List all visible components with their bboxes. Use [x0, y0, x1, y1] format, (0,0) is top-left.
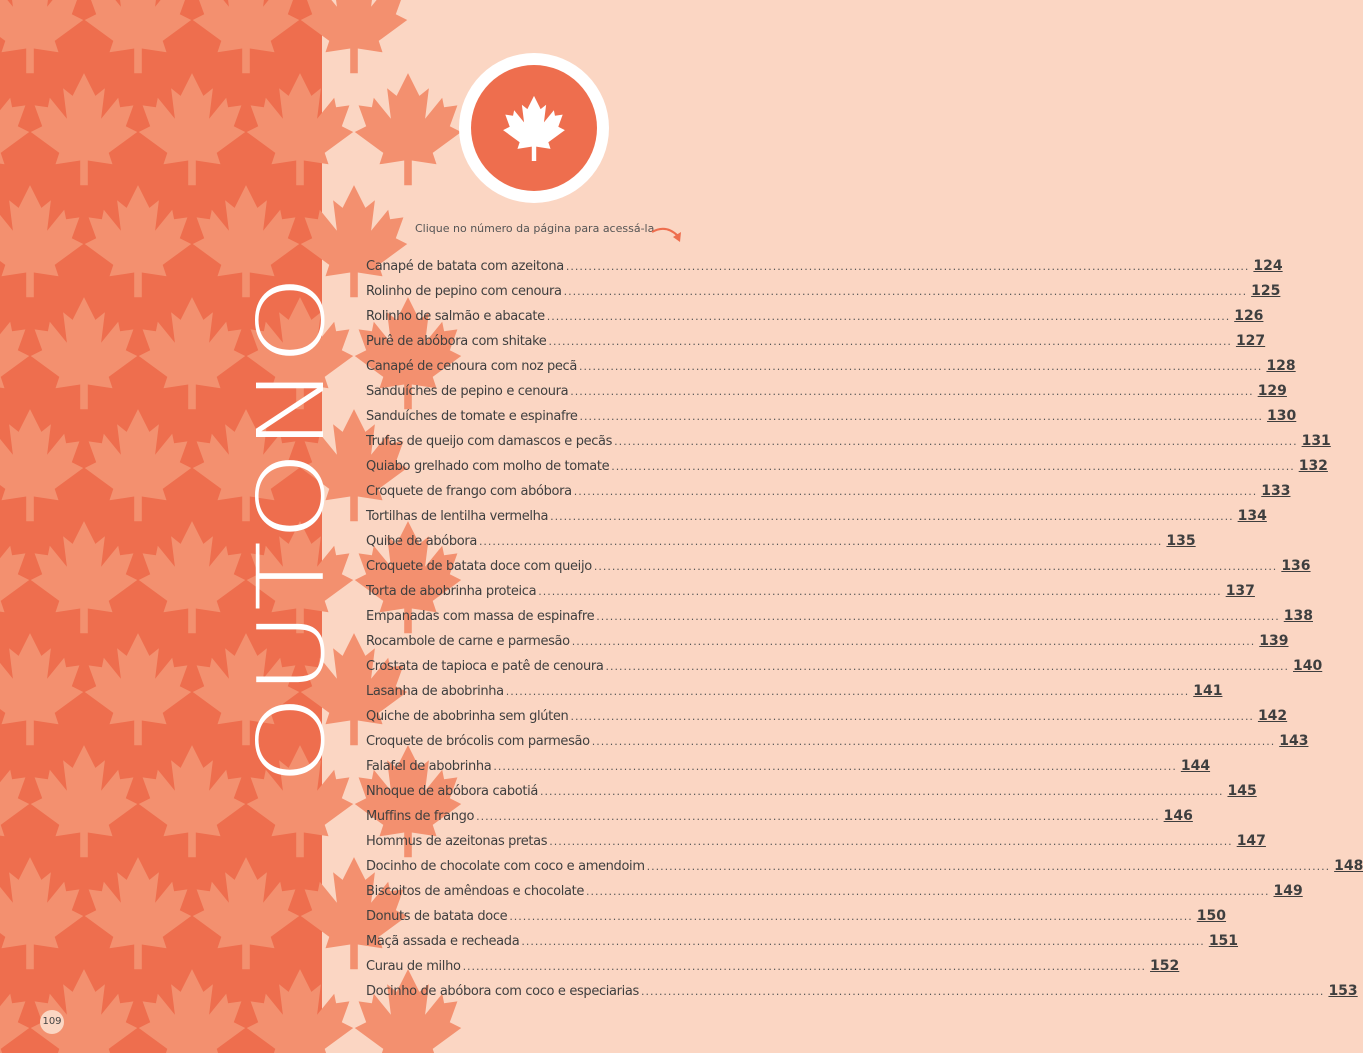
recipe-title: Lasanha de abobrinha — [366, 684, 504, 699]
toc-row — [366, 358, 1296, 383]
page-link[interactable]: 142 — [1257, 708, 1288, 724]
dot-leader — [586, 885, 1269, 898]
left-panel — [0, 0, 345, 1053]
page-link[interactable]: 131 — [1301, 433, 1331, 449]
toc-row — [366, 258, 1283, 283]
toc-row — [366, 383, 1287, 408]
pattern-leaf — [85, 633, 191, 745]
recipe-title: Canapé de cenoura com noz pecã — [366, 359, 577, 374]
pattern-leaf — [139, 521, 245, 633]
pattern-leaf — [301, 0, 407, 73]
page-link[interactable]: 153 — [1328, 983, 1358, 999]
dot-leader — [641, 985, 1324, 998]
toc-row — [366, 333, 1266, 358]
recipe-title: Tortilhas de lentilha vermelha — [366, 509, 549, 524]
dot-leader — [579, 360, 1262, 373]
pattern-leaf — [139, 969, 245, 1053]
dot-leader — [564, 285, 1247, 298]
page-link[interactable]: 140 — [1293, 658, 1323, 674]
recipe-title: Muffins de frango — [366, 809, 475, 824]
page-link[interactable]: 150 — [1196, 908, 1227, 924]
pattern-leaf — [0, 633, 83, 745]
dot-leader — [574, 485, 1257, 498]
dot-leader — [606, 660, 1289, 673]
page-link[interactable]: 145 — [1227, 783, 1257, 799]
recipe-title: Quiche de abobrinha sem glúten — [366, 709, 569, 724]
toc-row — [366, 558, 1311, 583]
dot-leader — [479, 535, 1162, 548]
dot-leader — [592, 735, 1275, 748]
recipe-title: Torta de abobrinha proteica — [366, 584, 537, 599]
recipe-title: Docinho de chocolate com coco e amendoim — [366, 859, 645, 874]
pattern-leaf — [31, 73, 137, 185]
toc-row — [366, 508, 1267, 533]
pattern-leaf — [31, 745, 137, 857]
dot-leader — [594, 560, 1277, 573]
emblem — [459, 53, 609, 203]
page-link[interactable]: 144 — [1180, 758, 1211, 774]
toc-row — [366, 858, 1363, 883]
dot-leader — [549, 835, 1232, 848]
toc-row — [366, 708, 1288, 733]
dot-leader — [493, 760, 1176, 773]
dot-leader — [476, 810, 1159, 823]
page-link[interactable]: 141 — [1193, 683, 1223, 699]
page-link[interactable]: 137 — [1225, 583, 1255, 599]
pattern-leaf — [0, 73, 29, 185]
pattern-leaf — [0, 409, 83, 521]
toc-row — [366, 483, 1291, 508]
maple-leaf-icon — [502, 93, 566, 165]
dot-leader — [550, 510, 1233, 523]
recipe-title: Donuts de batata doce — [366, 909, 508, 924]
recipe-title: Curau de milho — [366, 959, 461, 974]
page-number-badge: 109 — [40, 1010, 64, 1034]
page-link[interactable]: 136 — [1281, 558, 1311, 574]
toc-row — [366, 408, 1297, 433]
page-link[interactable]: 124 — [1253, 258, 1283, 274]
dot-leader — [566, 260, 1249, 273]
toc-row — [366, 608, 1313, 633]
dot-leader — [463, 960, 1146, 973]
dot-leader — [570, 710, 1253, 723]
pattern-leaf — [139, 73, 245, 185]
emblem-inner — [471, 65, 597, 191]
page-link[interactable]: 132 — [1298, 458, 1328, 474]
page-link[interactable]: 125 — [1251, 283, 1281, 299]
recipe-title: Sanduíches de pepino e cenoura — [366, 384, 569, 399]
recipe-title: Croquete de brócolis com parmesão — [366, 734, 590, 749]
recipe-title: Trufas de queijo com damascos e pecãs — [366, 434, 613, 449]
toc-row — [366, 808, 1193, 833]
toc-row — [366, 583, 1255, 608]
page-link[interactable]: 148 — [1334, 858, 1363, 874]
toc-row — [366, 433, 1331, 458]
pattern-leaf — [0, 745, 29, 857]
recipe-title: Croquete de frango com abóbora — [366, 484, 572, 499]
dot-leader — [521, 935, 1204, 948]
page-link[interactable]: 149 — [1273, 883, 1303, 899]
dot-leader — [538, 585, 1221, 598]
pattern-leaf — [139, 297, 245, 409]
recipe-index — [366, 258, 1363, 1008]
recipe-title: Quiabo grelhado com molho de tomate — [366, 459, 610, 474]
page-link[interactable]: 151 — [1208, 933, 1239, 949]
recipe-title: Rolinho de pepino com cenoura — [366, 284, 562, 299]
dot-leader — [647, 860, 1330, 873]
recipe-title: Docinho de abóbora com coco e especiarias — [366, 984, 639, 999]
dot-leader — [580, 410, 1263, 423]
dot-leader — [540, 785, 1223, 798]
recipe-title: Croquete de batata doce com queijo — [366, 559, 592, 574]
dot-leader — [548, 335, 1231, 348]
dot-leader — [570, 385, 1253, 398]
recipe-title: Quibe de abóbora — [366, 534, 477, 549]
pattern-leaf — [0, 0, 83, 73]
recipe-title: Biscoitos de amêndoas e chocolate — [366, 884, 584, 899]
recipe-title: Nhoque de abóbora cabotiá — [366, 784, 538, 799]
pattern-leaf — [0, 521, 29, 633]
toc-row — [366, 633, 1289, 658]
toc-row — [366, 783, 1257, 808]
pattern-leaf — [139, 745, 245, 857]
pattern-leaf — [31, 297, 137, 409]
recipe-title: Maçã assada e recheada — [366, 934, 520, 949]
page-link[interactable]: 127 — [1235, 333, 1266, 349]
dot-leader — [611, 460, 1294, 473]
page-link[interactable]: 133 — [1261, 483, 1291, 499]
pattern-leaf — [193, 857, 299, 969]
dot-leader — [572, 635, 1255, 648]
hint-text: Clique no número da página para acessá-la — [415, 222, 655, 235]
page-link[interactable]: 138 — [1283, 608, 1313, 624]
toc-row — [366, 733, 1309, 758]
toc-row — [366, 883, 1303, 908]
toc-row — [366, 308, 1264, 333]
pattern-leaf — [85, 857, 191, 969]
season-title — [238, 270, 345, 790]
pattern-leaf — [85, 185, 191, 297]
page-link[interactable]: 129 — [1257, 383, 1287, 399]
page-link[interactable]: 130 — [1267, 408, 1297, 424]
pattern-leaf — [0, 857, 83, 969]
page-link[interactable]: 146 — [1163, 808, 1193, 824]
curved-arrow-icon — [650, 224, 686, 246]
page-link[interactable]: 152 — [1150, 958, 1180, 974]
pattern-leaf — [85, 0, 191, 73]
recipe-title: Purê de abóbora com shitake — [366, 334, 547, 349]
toc-row — [366, 983, 1358, 1008]
toc-row — [366, 458, 1328, 483]
pattern-leaf — [31, 521, 137, 633]
recipe-title: Sanduíches de tomate e espinafre — [366, 409, 578, 424]
pattern-leaf — [355, 73, 461, 185]
page-link[interactable]: 147 — [1236, 833, 1266, 849]
toc-row — [366, 933, 1239, 958]
page-link[interactable]: 128 — [1266, 358, 1296, 374]
toc-row — [366, 683, 1223, 708]
page-link[interactable]: 139 — [1259, 633, 1289, 649]
recipe-title: Canapé de batata com azeitona — [366, 259, 564, 274]
pattern-leaf — [0, 297, 29, 409]
dot-leader — [506, 685, 1189, 698]
page-link[interactable]: 134 — [1237, 508, 1267, 524]
recipe-title: Empanadas com massa de espinafre — [366, 609, 595, 624]
toc-row — [366, 533, 1196, 558]
recipe-title: Falafel de abobrinha — [366, 759, 492, 774]
season-title-text: OUTONO — [238, 375, 345, 785]
recipe-title: Crostata de tapioca e patê de cenoura — [366, 659, 604, 674]
toc-row — [366, 758, 1211, 783]
pattern-leaf — [247, 73, 353, 185]
toc-row — [366, 658, 1323, 683]
dot-leader — [614, 435, 1297, 448]
pattern-leaf — [193, 0, 299, 73]
pattern-leaf — [0, 969, 29, 1053]
toc-row — [366, 908, 1227, 933]
recipe-title: Rocambole de carne e parmesão — [366, 634, 570, 649]
navigation-hint — [398, 220, 698, 250]
page-link[interactable]: 135 — [1166, 533, 1196, 549]
toc-row — [366, 958, 1180, 983]
pattern-leaf — [85, 409, 191, 521]
pattern-leaf — [247, 969, 353, 1053]
recipe-title: Rolinho de salmão e abacate — [366, 309, 545, 324]
dot-leader — [547, 310, 1230, 323]
dot-leader — [509, 910, 1192, 923]
pattern-leaf — [0, 185, 83, 297]
page-link[interactable]: 143 — [1279, 733, 1309, 749]
page-link[interactable]: 126 — [1234, 308, 1264, 324]
toc-row — [366, 283, 1281, 308]
dot-leader — [596, 610, 1279, 623]
recipe-title: Hommus de azeitonas pretas — [366, 834, 548, 849]
toc-row — [366, 833, 1266, 858]
